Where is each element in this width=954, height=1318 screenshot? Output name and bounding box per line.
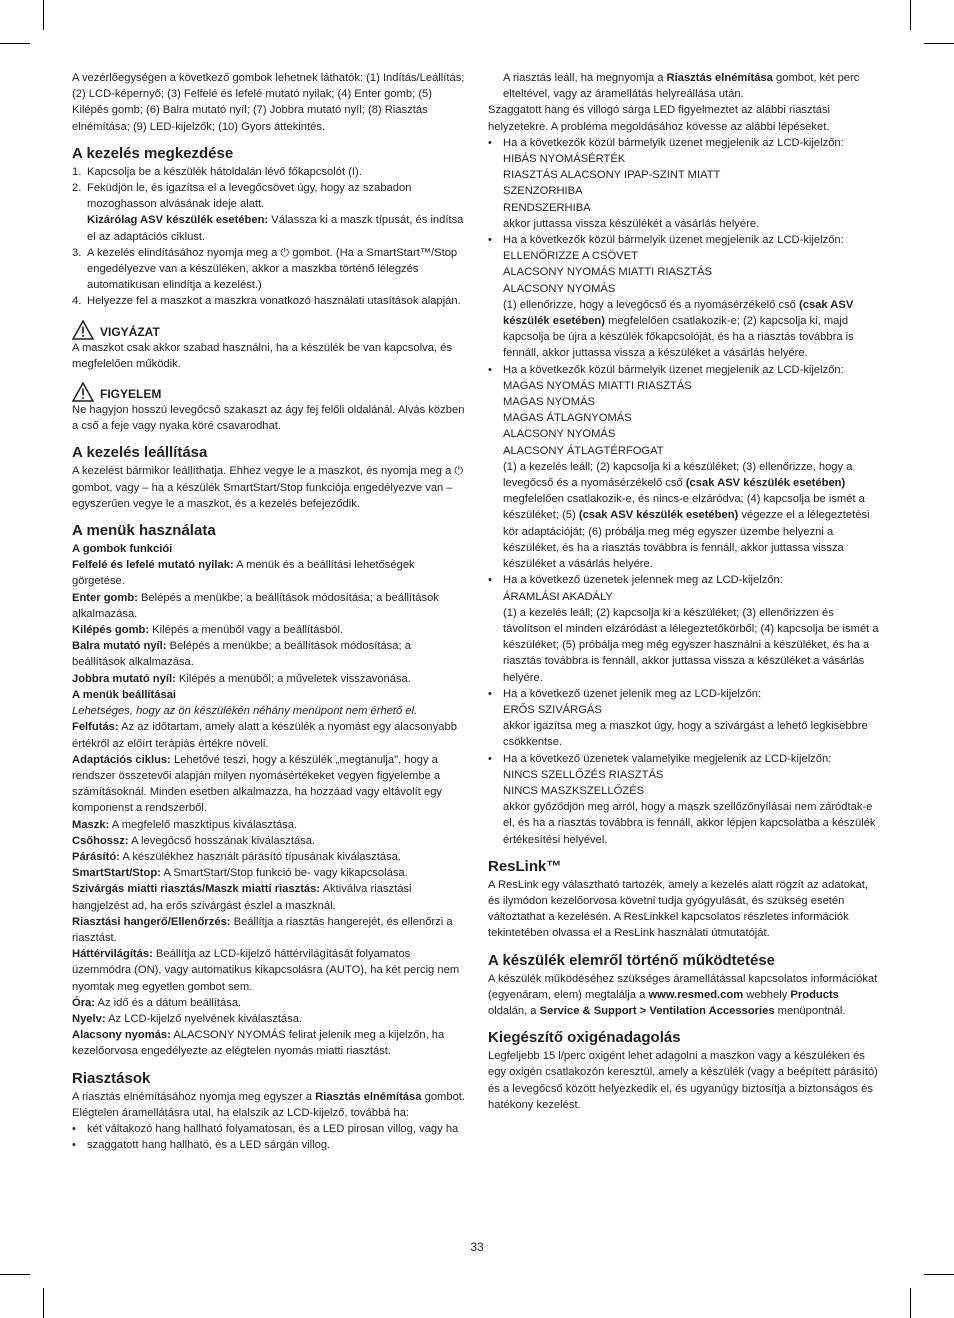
button-function: Balra mutató nyíl: Belépés a menükbe; a beállítások módosítása; a beállítások alkalmazása. — [72, 640, 411, 669]
alarms-power-text: Elégtelen áramellátásra utal, ha elalszik az LCD-kijelző, továbbá ha: — [72, 1106, 410, 1119]
warning-triangle-icon — [72, 320, 94, 340]
list-item: Kizárólag ASV készülék esetében: Válassza ki a maszk típusát, és indítsa el az adaptációs ciklust. — [87, 214, 464, 243]
list-item: • Ha a következők közül bármelyik üzenet megjelenik az LCD-kijelzőn: ELLENŐRIZZE A CSÖVET ALACSONY NYOMÁS MIATTI RIASZTÁS ALACSONY NYOMÁS (1) ellenőrizze, hogy a levegőcső és a nyomásérzékelő cső (csak ASV készülék esetében) megfelelően csatlakozik-e; (2) kapcsolja ki, majd kapcsolja be újra a készülék főkapcsolóját, és ha a riasztás továbbra is fennáll, akkor juttassa vissza a készüléket a vásárlás helyére. — [488, 234, 854, 360]
alarm-intro-text: Szaggatott hang és villogó sárga LED figyelmeztet az alábbi riasztási helyzetekre. A probléma megoldásához kövesse az alábbi lépéseket. — [488, 104, 831, 133]
warning-text: Ne hagyjon hosszú levegőcső szakaszt az ágy fej felőli oldalánál. Alvás közben a cső a feje vagy nyaka köré csavarodhat. — [72, 404, 465, 433]
setting-item: SmartStart/Stop: A SmartStart/Stop funkció be- vagy kikapcsolása. — [72, 867, 408, 880]
resmed-link[interactable]: www.resmed.com — [648, 988, 744, 1001]
button-function: Jobbra mutató nyíl: Kilépés a menüből; a műveletek visszavonása. — [72, 672, 411, 685]
list-item: • Ha a következő üzenet jelenik meg az LCD-kijelzőn: ERŐS SZIVÁRGÁS akkor igazítsa meg a maszkot úgy, hogy a szivárgást a lehető legkisebbre csökkentse. — [488, 687, 868, 749]
alarms-heading: Riasztások — [72, 1069, 151, 1087]
battery-text: A készülék működéséhez szükséges áramellátással kapcsolatos információkat (egyenáram, elem) megtalálja a www.resmed.com webhely Products oldalán, a Service & Support > Ventilation Accessories menüpontnál. — [488, 972, 878, 1017]
alarm-situations — [488, 135, 880, 848]
setting-item: Felfutás: Az az időtartam, amely alatt a készülék a nyomást egy alacsonyabb értékről az előírt terápiás értékre növeli. — [72, 721, 457, 750]
alarm-bullets — [72, 1121, 466, 1153]
list-item: 1. Kapcsolja be a készülék hátoldalán lévő főkapcsolót (I). — [72, 165, 362, 178]
setting-item: Alacsony nyomás: ALACSONY NYOMÁS felirat jelenik meg a kijelzőn, ha kezelőorvosa engedélyezte az elégtelen nyomás miatti riasztást. — [72, 1029, 445, 1058]
list-item: 2. Feküdjön le, és igazítsa el a levegőcsövet úgy, hogy az szabadon mozoghasson alvásának ideje alatt. — [72, 182, 412, 211]
oxygen-heading: Kiegészítő oxigénadagolás — [488, 1029, 681, 1047]
caution-text: A maszkot csak akkor szabad használni, ha a készülék be van kapcsolva, és megfelelően működik. — [72, 341, 452, 370]
menu-heading: A menük használata — [72, 522, 216, 540]
setting-item: Adaptációs ciklus: Lehetővé teszi, hogy a készülék „megtanulja", hogy a rendszer összetevői alapján milyen nyomásértékeket vegyen figyelembe a számításoknál. Minden esetben alkalmazza, ha hozzáad vagy eltávolít egy komponenst a rendszerből. — [72, 753, 443, 815]
list-item: • Ha a következő üzenetek jelennek meg az LCD-kijelzőn: ÁRAMLÁSI AKADÁLY (1) a kezelés leáll; (2) kapcsolja ki a készüléket; (3) ellenőrizzen és távolítson el minden elzáródást a lélegeztetőkörből; (4) kapcsolja be ismét a készüléket; (5) próbálja meg még egyszer használni a készüléket, és ha a riasztás továbbra is fennáll, akkor juttassa vissza a készüléket a vásárlás helyére. — [488, 574, 879, 684]
oxygen-text: Legfeljebb 15 l/perc oxigént lehet adagolni a maszkon vagy a készüléken és egy oxigén csatlakozón keresztül, amely a készülék (vagy a beépített párásító) és a levegőcső között helyezkedik el, és ugyanúgy biztosítja a biztonságos és hatékony kezelést. — [488, 1050, 878, 1111]
setting-item: Maszk: A megfelelő maszktípus kiválasztása. — [72, 818, 298, 831]
setting-item: Óra: Az idő és a dátum beállítása. — [72, 996, 242, 1009]
list-item: • Ha a következők közül bármelyik üzenet megjelenik az LCD-kijelzőn: HIBÁS NYOMÁSÉRTÉK RIASZTÁS ALACSONY IPAP-SZINT MIATT SZENZORHIBA RENDSZERHIBA akkor juttassa vissza készülékét a vásárlás helyére. — [488, 136, 844, 230]
caution-label: VIGYÁZAT — [100, 324, 160, 339]
battery-heading: A készülék elemről történő működtetése — [488, 951, 776, 969]
crop-mark — [924, 43, 954, 44]
settings-subheading: A menük beállításai — [72, 688, 177, 701]
crop-mark — [910, 0, 911, 30]
crop-mark — [924, 1274, 954, 1275]
crop-mark — [43, 1288, 44, 1318]
setting-item: Háttérvilágítás: Beállítja az LCD-kijelző háttérvilágítását folyamatos üzemmódra (ON), vagy automatikus kikapcsolásra (AUTO), ha két percig nem nyomtak meg egyetlen gombot sem. — [72, 948, 460, 993]
start-heading: A kezelés megkezdése — [72, 144, 234, 162]
warning-label: FIGYELEM — [100, 387, 162, 402]
alarms-mute-text: A riasztás elnémításához nyomja meg egyszer a Riasztás elnémítása gombot. — [72, 1090, 466, 1103]
stop-text: A kezelést bármikor leállíthatja. Ehhez vegye le a maszkot, és nyomja meg a ⏻ gombot, vagy – ha a készülék SmartStart/Stop funkciója engedélyezve van – egyszerűen vegye le a maszkot, és a kezelés befejeződik. — [72, 465, 464, 510]
settings-note: Lehetséges, hogy az ön készülékén néhány menüpont nem érhető el. — [72, 705, 418, 718]
page-number: 33 — [470, 1240, 484, 1254]
list-item: 3. A kezelés elindításához nyomja meg a ⏻ gombot. (Ha a SmartStart™/Stop engedélyezve van a készüléken, akkor a maszkba történő lélegzés automatikusan elindítja a kezelést.) — [72, 246, 458, 292]
setting-item: Nyelv: Az LCD-kijelző nyelvének kiválasztása. — [72, 1012, 303, 1025]
setting-item: Csőhossz: A levegőcső hosszának kiválasztása. — [72, 834, 316, 847]
button-function: Kilépés gomb: Kilépés a menüből vagy a beállításból. — [72, 624, 344, 637]
crop-mark — [0, 1274, 30, 1275]
caution-header — [72, 320, 466, 340]
right-column — [488, 70, 880, 1113]
button-function: Felfelé és lefelé mutató nyilak: A menük és a beállítási lehetőségek görgetése. — [72, 559, 415, 588]
setting-item: Szivárgás miatti riasztás/Maszk miatti riasztás: Aktiválva riasztási hangjelzést ad, ha erős szivárgást észlel a maszknál. — [72, 883, 412, 912]
setting-item: Riasztási hangerő/Ellenőrzés: Beállítja a riasztás hangerejét, és ellenőrzi a riasztást. — [72, 915, 453, 944]
start-steps — [72, 164, 466, 310]
buttons-subheading: A gombok funkciói — [72, 543, 173, 556]
reslink-text: A ResLink egy választható tartozék, amely a kezelés alatt rögzít az adatokat, és ilymódon kezelőorvosa követni tudja gyógyulását, és szükség esetén változtathat a kezelésén. A ResLinkkel kapcsolatos részletes információk tekintetében olvassa el a ResLink használati útmutatóját. — [488, 878, 868, 940]
list-item: • szaggatott hang hallható, és a LED sárgán villog. — [72, 1139, 331, 1152]
setting-item: Párásító: A készülékhez használt párásító típusának kiválasztása. — [72, 850, 401, 863]
list-item: • Ha a következő üzenetek valamelyike megjelenik az LCD-kijelzőn: NINCS SZELLŐZÉS RIASZTÁS NINCS MASZKSZELLŐZÉS akkor győződjön meg arról, hogy a maszk szellőzőnyílásai nem záródtak-e el, és ha a riasztás továbbra is fennáll, akkor lépjen kapcsolatba a készülék értékesítési helyével. — [488, 752, 876, 846]
list-item: • Ha a következők közül bármelyik üzenet megjelenik az LCD-kijelzőn: MAGAS NYOMÁS MIATTI RIASZTÁS MAGAS NYOMÁS MAGAS ÁTLAGNYOMÁS ALACSONY NYOMÁS ALACSONY ÁTLAGTÉRFOGAT (1) a kezelés leáll; (2) kapcsolja ki a készüléket; (3) ellenőrizze, hogy a levegőcső és a nyomásérzékelő cső (csak ASV készülék esetében) megfelelően csatlakozik-e, és nincs-e elzáródva; (4) kapcsolja be ismét a készüléket; (5) (csak ASV készülék esetében) végezze el a lélegeztetési kör adaptációját; (6) próbálja meg még egyszer üzembe helyezni a készüléket, és ha a riasztás továbbra is fennáll, akkor juttassa vissza készüléket a vásárlás helyére. — [488, 363, 870, 571]
crop-mark — [0, 43, 30, 44]
crop-mark — [43, 0, 44, 30]
alarm-stop-text: A riasztás leáll, ha megnyomja a Riasztás elnémítása gombot, két perc elteltével, vagy az áramellátás helyreállása után. — [503, 72, 860, 101]
controls-intro: A vezérlőegységen a következő gombok lehetnek láthatók: (1) Indítás/Leállítás; (2) LCD-képernyő; (3) Felfelé és lefelé mutató nyilak; (4) Enter gomb; (5) Kilépés gomb; (6) Balra mutató nyíl; (7) Jobbra mutató nyíl; (8) Riasztás elnémítása; (9) LED-kijelzők; (10) Gyors áttekintés. — [72, 72, 465, 133]
reslink-heading: ResLink™ — [488, 857, 562, 875]
list-item: • két váltakozó hang hallható folyamatosan, és a LED pirosan villog, vagy ha — [72, 1122, 459, 1135]
list-item: 4. Helyezze fel a maszkot a maszkra vonatkozó használati utasítások alapján. — [72, 295, 461, 308]
warning-triangle-icon — [72, 382, 94, 402]
button-function: Enter gomb: Belépés a menükbe; a beállítások módosítása; a beállítások alkalmazása. — [72, 591, 439, 620]
warning-header — [72, 382, 466, 402]
left-column — [72, 70, 466, 1153]
crop-mark — [910, 1288, 911, 1318]
stop-heading: A kezelés leállítása — [72, 444, 208, 462]
